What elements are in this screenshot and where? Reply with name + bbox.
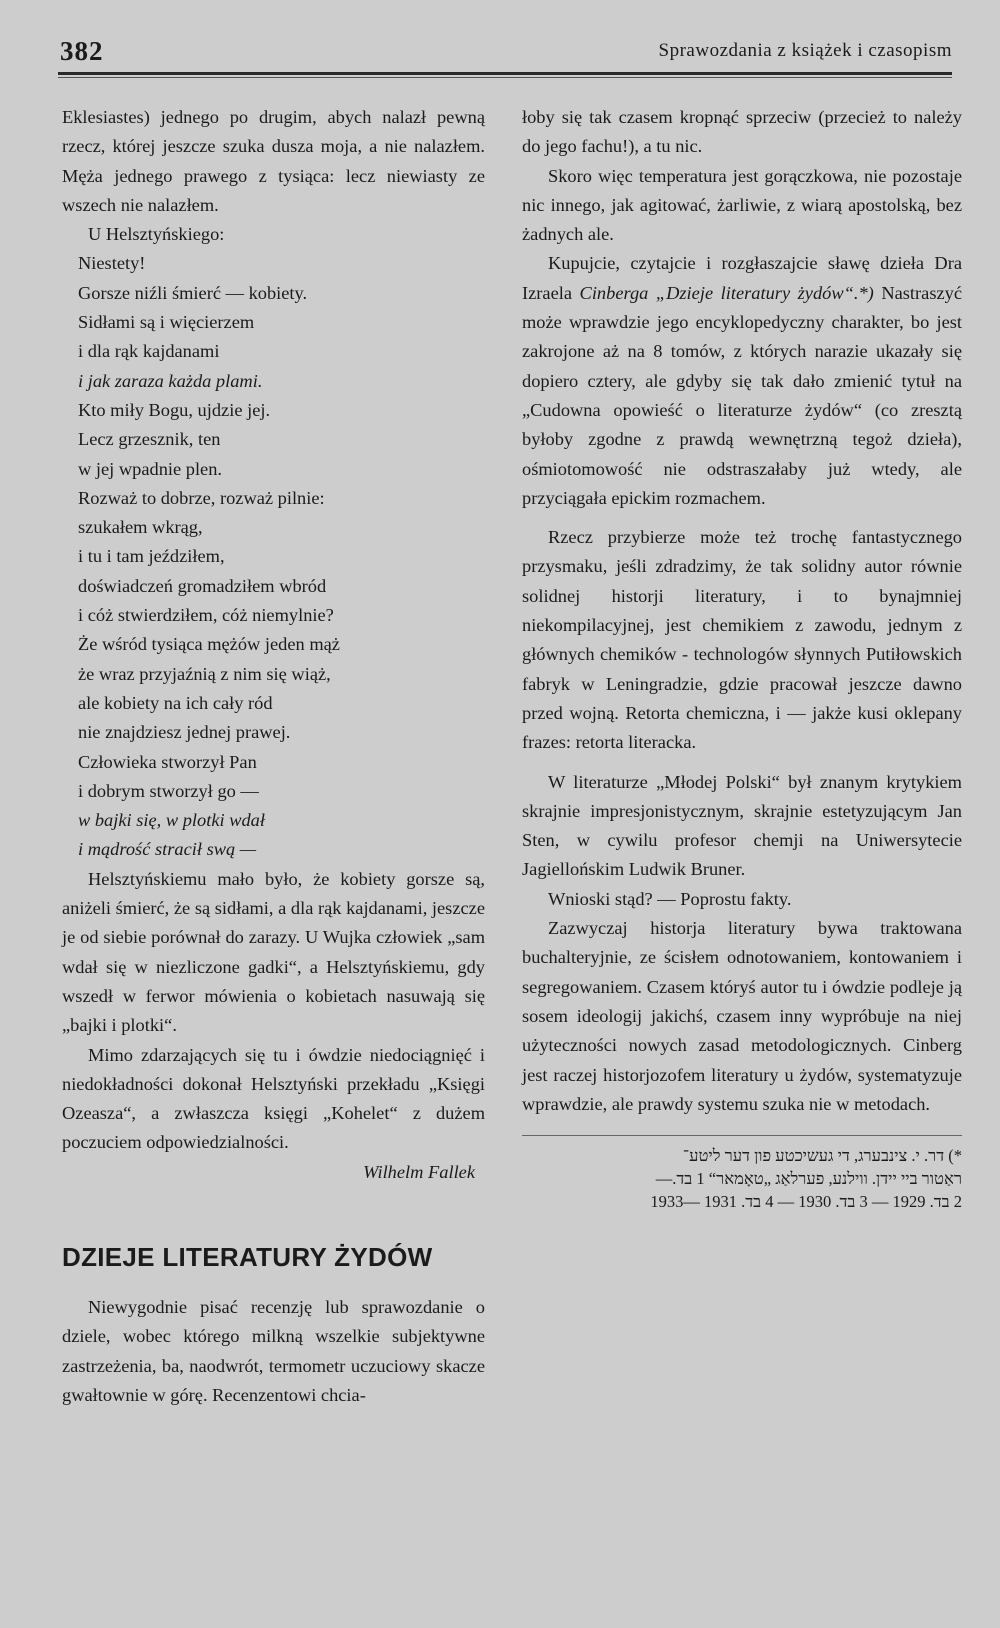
poem-line: i jak zaraza każda plami. — [78, 370, 263, 391]
left-column — [62, 103, 485, 1410]
poem-line: Rozważ to dobrze, rozważ pilnie: — [78, 487, 325, 508]
poem-line: Gorsze niźli śmierć — kobiety. — [78, 282, 308, 303]
footnote-rule — [522, 1135, 962, 1136]
poem-line: i mądrość stracił swą — — [78, 839, 257, 860]
text-run: Nastraszyć może wprawdzie jego encyklopedyczny charakter, bo jest zakrojone aż na 8 tomów, z których narazie ukazały się dopiero cztery, ale gdyby się tak dało zmienić tytuł na „Cudowna opowieść o literaturze żydów“ (co zresztą byłoby zgodne z prawdą wewnętrzną tegoż dzieła), ośmiotomowość nie odstraszałaby już wtedy, ale przyciągała epickim rozmachem. — [522, 282, 962, 508]
poem-line: Sidłami są i więcierzem — [78, 312, 255, 333]
header-rule-thin — [58, 77, 952, 78]
poem-line: i tu i tam jeździłem, — [78, 546, 225, 567]
poem-line: doświadczeń gromadziłem wbród — [78, 575, 327, 596]
poem-line: w bajki się, w plotki wdał — [78, 810, 265, 831]
running-head — [60, 36, 952, 68]
footnote-line: *) דר. י. צינבערג, די געשיכטע פון דער ליטע־ — [682, 1146, 962, 1166]
article-opening: Niewygodnie pisać recenzję lub sprawozdanie o dziele, wobec którego milkną wszelkie subjektywne zastrzeżenia, ba, naodwrót, termometr uczuciowy skacze gwałtownie w górę. Recenzentowi chcia- — [62, 1296, 485, 1405]
spacer — [522, 513, 962, 523]
author-signature: Wilhelm Fallek — [363, 1161, 475, 1182]
section-title: Sprawozdania z książek i czasopism — [658, 40, 952, 61]
book-title: „Dzieje literatury żydów“.*) — [655, 282, 874, 303]
author-name: Cinberga — [579, 282, 649, 303]
poem-line: Człowieka stworzył Pan — [78, 751, 257, 772]
text-run: Kupujcie, czytajcie i rozgłaszajcie sławę dzieła Dra Izraela — [522, 253, 962, 303]
footnote-line: ראַטור ביי יידן. ווילנע, פערלאַג „טאָמאר“ 1 בד.— — [655, 1169, 962, 1189]
poem-line: Kto miły Bogu, ujdzie jej. — [78, 399, 271, 420]
poem-line: i cóż stwierdziłem, cóż niemylnie? — [78, 605, 334, 626]
body-paragraph: Zazwyczaj historja literatury bywa traktowana buchalteryjnie, ze ścisłem odnotowaniem, kontowaniem i segregowaniem. Czasem któryś autor tu i ówdzie podleje ją sosem ideologij jakichś, czasem inny wypróbuje na niej użyteczności nowych zasad metodologicznych. Cinberg jest raczej historjozofem literatury u żydów, systematyzuje wprawdzie, ale prawdy systemu szuka nie w metodach. — [522, 918, 962, 1114]
poem-line: w jej wpadnie plen. — [78, 458, 223, 479]
body-paragraph: Mimo zdarzających się tu i ówdzie niedociągnięć i niedokładności dokonał Helsztyński przekładu „Księgi Ozeasza“, a zwłaszcza księgi „Kohelet“ z dużem poczuciem odpowiedzialności. — [62, 1044, 485, 1153]
body-paragraph: Wnioski stąd? — Poprostu fakty. — [548, 888, 792, 909]
verse-intro: U Helsztyńskiego: — [88, 224, 225, 245]
body-paragraph: W literaturze „Młodej Polski“ był znanym krytykiem skrajnie impresjonistycznym, skrajnie estetyzującym Jan Sten, w cywilu profesor chemji na Uniwersytecie Jagiellońskim Ludwik Bruner. — [522, 771, 962, 880]
footnote-line: 2 בד. 1929 — 3 בד. 1930 — 4 בד. 1931 —1933 — [650, 1192, 962, 1212]
poem — [62, 249, 485, 864]
body-paragraph: Helsztyńskiemu mało było, że kobiety gorsze są, aniżeli śmierć, że są sidłami, a dla rąk kajdanami, jeszcze je od siebie porównał do zarazy. U Wujka człowiek „sam wdał się w niezliczone gadki“, a Helsztyńskiemu, gdy wszedł w ferwor mówienia o kobietach nasuwają się „bajki i plotki“. — [62, 868, 485, 1036]
poem-line: Niestety! — [78, 253, 146, 274]
text-run — [648, 283, 656, 303]
poem-line: szukałem wkrąg, — [78, 517, 203, 538]
right-column — [522, 103, 962, 1213]
spacer — [522, 758, 962, 768]
poem-line: i dobrym stworzył go — — [78, 780, 259, 801]
poem-line: nie znajdziesz jednej prawej. — [78, 722, 291, 743]
poem-line: Że wśród tysiąca mężów jeden mąż — [78, 634, 340, 655]
page-number: 382 — [60, 36, 104, 66]
body-paragraph: Rzecz przybierze może też trochę fantastycznego przysmaku, jeśli zdradzimy, że tak solidny autor równie solidnej historji literatury, i to bynajmniej niekompilacyjnej, jest chemikiem z zawodu, jednym z głównych chemików - technologów słynnych Putiłowskich fabryk w Leningradzie, gdzie pracował jeszcze dawno przed wojną. Retorta chemiczna, i — jakże kusi oklepany frazes: retorta literacka. — [522, 527, 962, 753]
header-rule — [58, 72, 952, 75]
article-title: DZIEJE LITERATURY ŻYDÓW — [62, 1241, 433, 1272]
poem-line: że wraz przyjaźnią z nim się wiąż, — [78, 663, 331, 684]
poem-line: i dla rąk kajdanami — [78, 341, 220, 362]
poem-line: ale kobiety na ich cały ród — [78, 692, 273, 713]
footnote — [522, 1144, 962, 1213]
body-paragraph: Skoro więc temperatura jest gorączkowa, nie pozostaje nic innego, jak agitować, żarliwie, z wiarą apostolską, bez żadnych ale. — [522, 165, 962, 245]
intro-paragraph: Eklesiastes) jednego po drugim, abych nalazł pewną rzecz, której jeszcze szuka dusza moja, a nie nalazłem. Męża jednego prawego z tysiąca: lecz niewiasty ze wszech nie nalazłem. — [62, 107, 485, 215]
continuation-paragraph: łoby się tak czasem kropnąć sprzeciw (przecież to należy do jego fachu!), a tu nic. — [522, 107, 962, 157]
poem-line: Lecz grzesznik, ten — [78, 429, 221, 450]
body-paragraph — [522, 249, 962, 513]
